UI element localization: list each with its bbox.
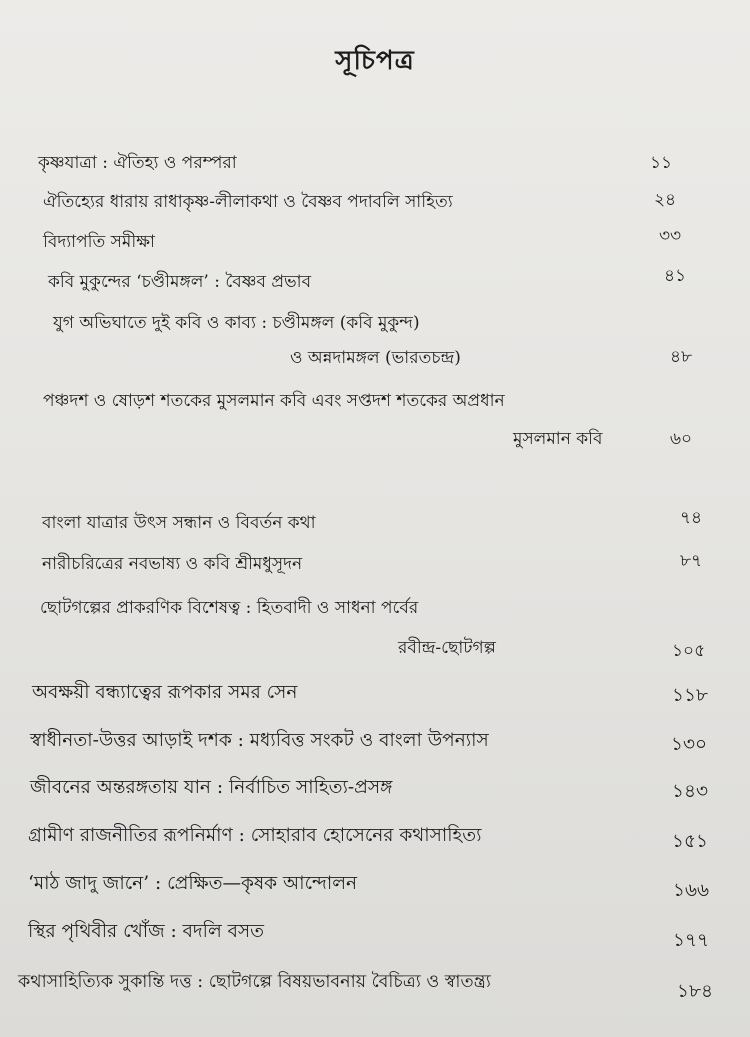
toc-entry-title: কবি মুকুন্দের ‘চণ্ডীমঙ্গল’ : বৈষ্ণব প্রভাব bbox=[48, 272, 312, 292]
toc-page-number: ১৫১ bbox=[672, 831, 709, 852]
toc-entry-5-continued bbox=[290, 347, 461, 369]
toc-entry-title-line2: ও অন্নদামঙ্গল (ভারতচন্দ্র) bbox=[290, 348, 461, 368]
toc-entry-4 bbox=[48, 271, 311, 293]
toc-page-number: ৮৭ bbox=[680, 551, 703, 571]
toc-entry-6 bbox=[43, 390, 505, 412]
toc-entry-title: কৃষ্ণযাত্রা : ঐতিহ্য ও পরম্পরা bbox=[38, 153, 237, 173]
toc-page-number: ৬০ bbox=[670, 429, 693, 449]
toc-page-number: ৪৮ bbox=[670, 347, 693, 367]
toc-entry-9-continued bbox=[398, 637, 496, 659]
toc-entry-title: নারীচরিত্রের নবভাষ্য ও কবি শ্রীমধুসূদন bbox=[42, 554, 303, 574]
toc-page-number: ১০৫ bbox=[672, 641, 706, 661]
toc-entry-13 bbox=[28, 824, 482, 848]
toc-entry-15 bbox=[28, 920, 264, 944]
toc-entry-6-continued bbox=[513, 428, 602, 450]
toc-page-number: ৪১ bbox=[664, 266, 687, 286]
toc-page-number: ১৭৭ bbox=[673, 930, 710, 951]
toc-page-number: ১৩০ bbox=[671, 734, 708, 755]
toc-page-number: ৭৪ bbox=[680, 508, 703, 528]
toc-entry-1 bbox=[38, 152, 237, 174]
toc-page-number: ১১৮ bbox=[672, 685, 709, 706]
toc-entry-title-line1: ছোটগল্পের প্রাকরণিক বিশেষত্ব : হিতবাদী ও সাধনা পর্বের bbox=[40, 598, 419, 618]
toc-entry-10 bbox=[32, 681, 297, 705]
toc-entry-11 bbox=[30, 729, 489, 753]
toc-entry-9 bbox=[40, 597, 418, 619]
toc-page-number: ১৮৪ bbox=[677, 981, 714, 1002]
toc-entry-title: ‘মাঠ জাদু জানে’ : প্রেক্ষিত—কৃষক আন্দোলন bbox=[28, 873, 358, 894]
toc-entry-16 bbox=[18, 970, 491, 994]
toc-entry-title: বিদ্যাপতি সমীক্ষা bbox=[43, 232, 155, 252]
toc-entry-12 bbox=[30, 776, 392, 800]
toc-entry-title-line2: মুসলমান কবি bbox=[513, 429, 603, 449]
page-title: সূচিপত্র bbox=[335, 46, 415, 76]
toc-entry-14 bbox=[28, 872, 357, 896]
toc-entry-7 bbox=[42, 512, 316, 534]
toc-entry-5 bbox=[53, 312, 420, 334]
toc-entry-title: স্থির পৃথিবীর খোঁজ : বদলি বসত bbox=[28, 921, 265, 942]
toc-page-number: ৩৩ bbox=[659, 226, 682, 246]
toc-page-number: ২৪ bbox=[654, 190, 677, 210]
toc-entry-title-line1: যুগ অভিঘাতে দুই কবি ও কাব্য : চণ্ডীমঙ্গল (কবি মুকুন্দ) bbox=[53, 313, 420, 333]
toc-entry-2 bbox=[43, 191, 453, 213]
toc-entry-3 bbox=[43, 231, 155, 253]
toc-entry-title: কথাসাহিত্যিক সুকান্তি দত্ত : ছোটগল্পে বিষয়ভাবনায় বৈচিত্র্য ও স্বাতন্ত্র্য bbox=[18, 972, 491, 992]
toc-page-number: ১৬৬ bbox=[673, 880, 710, 901]
toc-entry-title: অবক্ষয়ী বন্ধ্যাত্বের রূপকার সমর সেন bbox=[32, 682, 298, 703]
toc-entry-title: জীবনের অন্তরঙ্গতায় যান : নির্বাচিত সাহিত্য-প্রসঙ্গ bbox=[30, 777, 393, 798]
toc-entry-title: ঐতিহ্যের ধারায় রাধাকৃষ্ণ-লীলাকথা ও বৈষ্ণব পদাবলি সাহিত্য bbox=[43, 192, 453, 212]
toc-entry-title-line2: রবীন্দ্র-ছোটগল্প bbox=[398, 638, 496, 658]
toc-entry-title-line1: পঞ্চদশ ও ষোড়শ শতকের মুসলমান কবি এবং সপ্তদশ শতকের অপ্রধান bbox=[43, 391, 505, 411]
toc-entry-title: গ্রামীণ রাজনীতির রূপনির্মাণ : সোহারাব হোসেনের কথাসাহিত্য bbox=[28, 825, 482, 846]
toc-entry-8 bbox=[42, 553, 302, 575]
toc-page-number: ১১ bbox=[650, 153, 673, 173]
toc-entry-title: স্বাধীনতা-উত্তর আড়াই দশক : মধ্যবিত্ত সংকট ও বাংলা উপন্যাস bbox=[30, 730, 489, 751]
toc-entry-title: বাংলা যাত্রার উৎস সন্ধান ও বিবর্তন কথা bbox=[42, 513, 316, 533]
toc-page-number: ১৪৩ bbox=[672, 781, 709, 802]
